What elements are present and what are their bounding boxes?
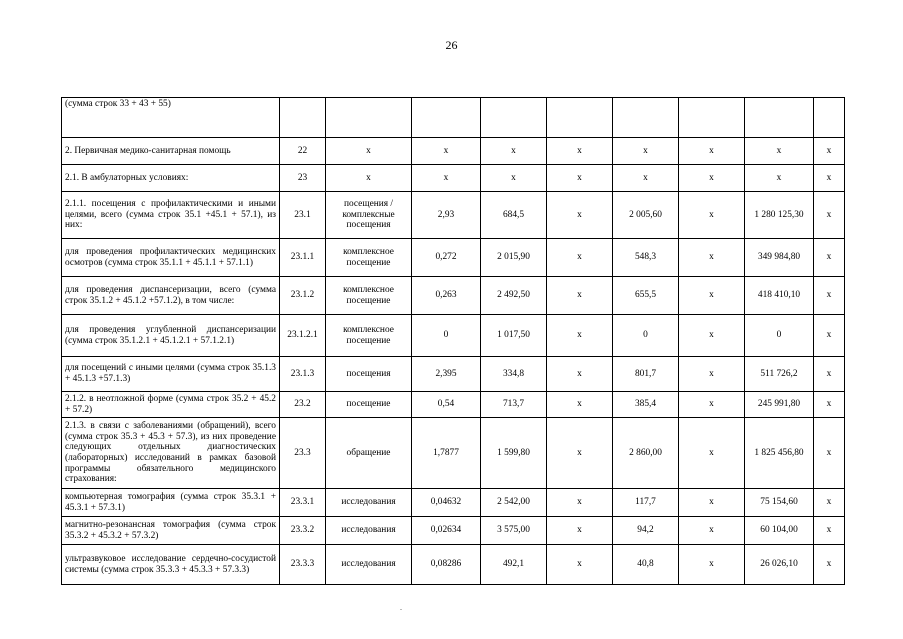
percent-cell: х: [814, 239, 845, 277]
percent-cell: х: [814, 315, 845, 357]
budget-total-cell: х: [679, 138, 745, 165]
table-row: [62, 315, 845, 357]
row-code: 23.1.1: [280, 239, 326, 277]
budget-per-capita-cell: х: [547, 165, 613, 192]
percent-cell: [814, 98, 845, 138]
budget-per-capita-cell: х: [547, 277, 613, 315]
table-row: [62, 545, 845, 585]
table-row: [62, 138, 845, 165]
norm-cost-cell: 3 575,00: [481, 517, 547, 545]
scan-speck: [400, 609, 402, 610]
oms-per-capita-cell: 0: [613, 315, 679, 357]
row-unit: посещения / комплексные посещения: [326, 192, 412, 239]
oms-per-capita-cell: х: [613, 138, 679, 165]
row-name: для проведения диспансеризации, всего (сумма строк 35.1.2 + 45.1.2 +57.1.2), в том числе:: [62, 277, 280, 315]
row-name: компьютерная томография (сумма строк 35.3.1 + 45.3.1 + 57.3.1): [62, 489, 280, 517]
table-row: [62, 98, 845, 138]
row-unit: комплексное посещение: [326, 277, 412, 315]
budget-total-cell: х: [679, 489, 745, 517]
row-code: 23.3.1: [280, 489, 326, 517]
oms-per-capita-cell: 655,5: [613, 277, 679, 315]
oms-per-capita-cell: 2 860,00: [613, 418, 679, 489]
table-row: [62, 517, 845, 545]
table-row: [62, 192, 845, 239]
row-code: 23.3.2: [280, 517, 326, 545]
row-unit: исследования: [326, 545, 412, 585]
oms-total-cell: 26 026,10: [745, 545, 814, 585]
row-name: 2.1.3. в связи с заболеваниями (обращений), всего (сумма строк 35.3 + 45.3 + 57.3), из них проведение следующих отдельных диагностических (лабораторных) исследований в рамках базовой программы обязательного медицинского страхования:: [62, 418, 280, 489]
budget-total-cell: х: [679, 277, 745, 315]
budget-total-cell: х: [679, 392, 745, 418]
norm-volume-cell: 0: [412, 315, 481, 357]
oms-total-cell: 75 154,60: [745, 489, 814, 517]
page-number: 26: [445, 38, 458, 52]
percent-cell: х: [814, 517, 845, 545]
oms-per-capita-cell: 40,8: [613, 545, 679, 585]
row-name: для проведения профилактических медицинских осмотров (сумма строк 35.1.1 + 45.1.1 + 57.1.1): [62, 239, 280, 277]
norm-volume-cell: 0,263: [412, 277, 481, 315]
norm-cost-cell: 684,5: [481, 192, 547, 239]
norm-volume-cell: 0,02634: [412, 517, 481, 545]
budget-total-cell: [679, 98, 745, 138]
oms-total-cell: х: [745, 165, 814, 192]
row-unit: обращение: [326, 418, 412, 489]
norm-volume-cell: [412, 98, 481, 138]
row-name: 2. Первичная медико-санитарная помощь: [62, 138, 280, 165]
oms-per-capita-cell: 548,3: [613, 239, 679, 277]
row-name: ультразвуковое исследование сердечно-сосудистой системы (сумма строк 35.3.3 + 45.3.3 + 57.3.3): [62, 545, 280, 585]
row-unit: исследования: [326, 489, 412, 517]
norm-cost-cell: 2 492,50: [481, 277, 547, 315]
norm-volume-cell: 0,272: [412, 239, 481, 277]
percent-cell: х: [814, 192, 845, 239]
row-code: 23.2: [280, 392, 326, 418]
percent-cell: х: [814, 489, 845, 517]
percent-cell: х: [814, 277, 845, 315]
oms-per-capita-cell: 94,2: [613, 517, 679, 545]
budget-total-cell: х: [679, 545, 745, 585]
table-row: [62, 165, 845, 192]
row-name: 2.1.1. посещения с профилактическими и иными целями, всего (сумма строк 35.1 +45.1 + 57.1), из них:: [62, 192, 280, 239]
table-row: [62, 277, 845, 315]
table-row: [62, 392, 845, 418]
norm-cost-cell: 2 542,00: [481, 489, 547, 517]
row-code: [280, 98, 326, 138]
norm-volume-cell: х: [412, 138, 481, 165]
table-row: [62, 357, 845, 392]
percent-cell: х: [814, 165, 845, 192]
row-code: 23: [280, 165, 326, 192]
norm-cost-cell: 713,7: [481, 392, 547, 418]
row-code: 23.1.2: [280, 277, 326, 315]
oms-total-cell: 418 410,10: [745, 277, 814, 315]
budget-per-capita-cell: х: [547, 392, 613, 418]
budget-total-cell: х: [679, 239, 745, 277]
row-unit: посещение: [326, 392, 412, 418]
oms-total-cell: 511 726,2: [745, 357, 814, 392]
norm-volume-cell: 2,395: [412, 357, 481, 392]
norm-volume-cell: 0,04632: [412, 489, 481, 517]
row-name: для посещений с иными целями (сумма строк 35.1.3 + 45.1.3 +57.1.3): [62, 357, 280, 392]
table-row: [62, 489, 845, 517]
oms-per-capita-cell: 385,4: [613, 392, 679, 418]
budget-per-capita-cell: х: [547, 315, 613, 357]
budget-total-cell: х: [679, 357, 745, 392]
budget-total-cell: х: [679, 418, 745, 489]
norm-cost-cell: 334,8: [481, 357, 547, 392]
percent-cell: х: [814, 357, 845, 392]
norm-volume-cell: х: [412, 165, 481, 192]
norm-volume-cell: 2,93: [412, 192, 481, 239]
oms-total-cell: 60 104,00: [745, 517, 814, 545]
budget-per-capita-cell: х: [547, 489, 613, 517]
budget-per-capita-cell: х: [547, 239, 613, 277]
budget-per-capita-cell: [547, 98, 613, 138]
row-unit: х: [326, 165, 412, 192]
data-table: [61, 97, 845, 585]
budget-per-capita-cell: х: [547, 545, 613, 585]
budget-total-cell: х: [679, 165, 745, 192]
row-name: 2.1.2. в неотложной форме (сумма строк 35.2 + 45.2 + 57.2): [62, 392, 280, 418]
oms-per-capita-cell: 117,7: [613, 489, 679, 517]
row-unit: х: [326, 138, 412, 165]
row-name: для проведения углубленной диспансеризации (сумма строк 35.1.2.1 + 45.1.2.1 + 57.1.2.1): [62, 315, 280, 357]
norm-volume-cell: 0,08286: [412, 545, 481, 585]
oms-per-capita-cell: 801,7: [613, 357, 679, 392]
row-code: 23.1.3: [280, 357, 326, 392]
percent-cell: х: [814, 418, 845, 489]
norm-cost-cell: х: [481, 165, 547, 192]
budget-total-cell: х: [679, 192, 745, 239]
table-row: [62, 418, 845, 489]
oms-total-cell: 245 991,80: [745, 392, 814, 418]
budget-per-capita-cell: х: [547, 418, 613, 489]
row-code: 23.1.2.1: [280, 315, 326, 357]
table-row: [62, 239, 845, 277]
oms-per-capita-cell: х: [613, 165, 679, 192]
oms-per-capita-cell: [613, 98, 679, 138]
percent-cell: х: [814, 392, 845, 418]
percent-cell: х: [814, 545, 845, 585]
norm-cost-cell: 1 599,80: [481, 418, 547, 489]
row-code: 22: [280, 138, 326, 165]
budget-per-capita-cell: х: [547, 517, 613, 545]
row-code: 23.1: [280, 192, 326, 239]
row-code: 23.3: [280, 418, 326, 489]
norm-cost-cell: [481, 98, 547, 138]
row-code: 23.3.3: [280, 545, 326, 585]
row-name: 2.1. В амбулаторных условиях:: [62, 165, 280, 192]
budget-per-capita-cell: х: [547, 138, 613, 165]
row-unit: комплексное посещение: [326, 239, 412, 277]
row-unit: комплексное посещение: [326, 315, 412, 357]
budget-per-capita-cell: х: [547, 357, 613, 392]
budget-total-cell: х: [679, 517, 745, 545]
oms-per-capita-cell: 2 005,60: [613, 192, 679, 239]
norm-volume-cell: 1,7877: [412, 418, 481, 489]
row-name: (сумма строк 33 + 43 + 55): [62, 98, 280, 138]
oms-total-cell: [745, 98, 814, 138]
oms-total-cell: 1 280 125,30: [745, 192, 814, 239]
row-unit: посещения: [326, 357, 412, 392]
oms-total-cell: 0: [745, 315, 814, 357]
budget-total-cell: х: [679, 315, 745, 357]
percent-cell: х: [814, 138, 845, 165]
norm-cost-cell: 492,1: [481, 545, 547, 585]
row-name: магнитно-резонансная томография (сумма строк 35.3.2 + 45.3.2 + 57.3.2): [62, 517, 280, 545]
norm-volume-cell: 0,54: [412, 392, 481, 418]
oms-total-cell: х: [745, 138, 814, 165]
budget-per-capita-cell: х: [547, 192, 613, 239]
oms-total-cell: 349 984,80: [745, 239, 814, 277]
norm-cost-cell: 2 015,90: [481, 239, 547, 277]
oms-total-cell: 1 825 456,80: [745, 418, 814, 489]
norm-cost-cell: х: [481, 138, 547, 165]
row-unit: исследования: [326, 517, 412, 545]
norm-cost-cell: 1 017,50: [481, 315, 547, 357]
row-unit: [326, 98, 412, 138]
